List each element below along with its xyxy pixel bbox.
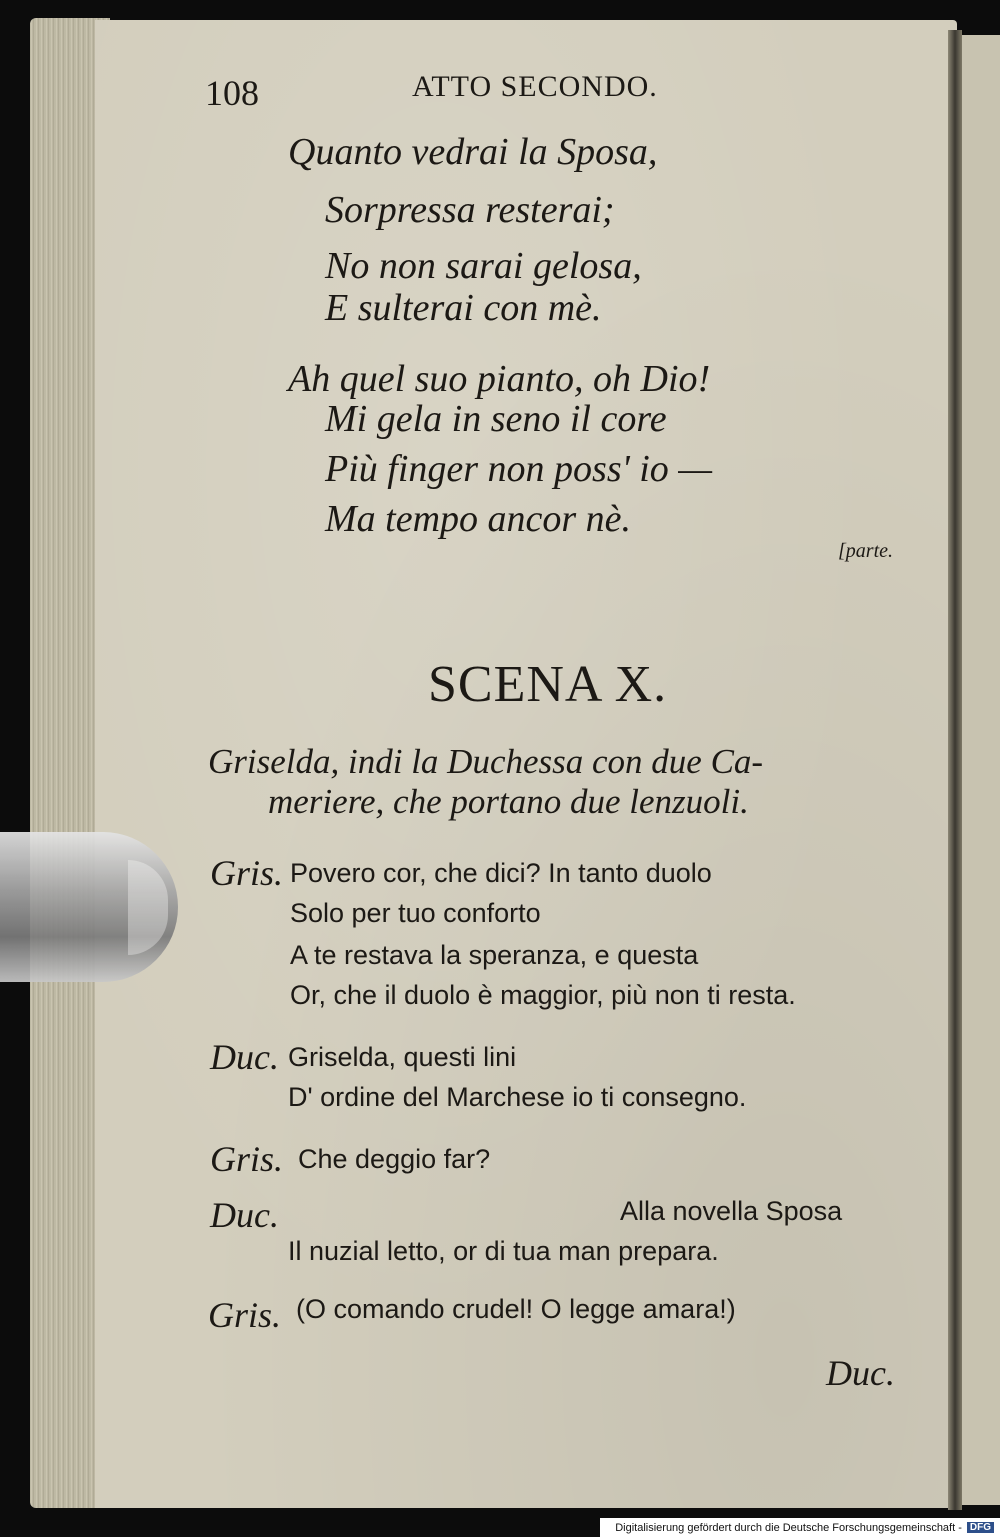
aria-line: Più finger non poss' io — bbox=[325, 448, 713, 490]
book-gutter bbox=[948, 30, 962, 1510]
running-title: ATTO SECONDO. bbox=[412, 70, 658, 103]
dialogue-line: (O comando crudel! O legge amara!) bbox=[296, 1294, 736, 1324]
catchword: Duc. bbox=[826, 1353, 895, 1393]
dialogue-line: A te restava la speranza, e questa bbox=[290, 940, 699, 970]
dialogue-line: D' ordine del Marchese io ti consegno. bbox=[288, 1082, 747, 1112]
dfg-logo: DFG bbox=[967, 1522, 994, 1533]
aria-line: Sorpressa resterai; bbox=[325, 189, 615, 231]
speaker-label: Gris. bbox=[210, 1139, 284, 1179]
exit-note: [parte. bbox=[838, 540, 893, 562]
aria-line: Ah quel suo pianto, oh Dio! bbox=[288, 358, 711, 400]
speaker-label: Gris. bbox=[210, 853, 284, 893]
stage-direction: Griselda, indi la Duchessa con due Ca- bbox=[208, 742, 764, 781]
aria-line: Ma tempo ancor nè. bbox=[325, 498, 632, 540]
page-holder-clip bbox=[0, 832, 178, 982]
aria-line: Quanto vedrai la Sposa, bbox=[288, 131, 658, 173]
dialogue-line: Il nuzial letto, or di tua man prepara. bbox=[288, 1236, 719, 1266]
scene-title: SCENA X. bbox=[428, 656, 668, 713]
page-number: 108 bbox=[205, 73, 259, 113]
dialogue-line: Solo per tuo conforto bbox=[290, 898, 541, 928]
dialogue-line: Or, che il duolo è maggior, più non ti resta. bbox=[290, 980, 796, 1010]
digitization-footer bbox=[600, 1518, 1000, 1537]
aria-line: Mi gela in seno il core bbox=[325, 398, 667, 440]
dialogue-line: Griselda, questi lini bbox=[288, 1042, 517, 1072]
aria-line: No non sarai gelosa, bbox=[325, 245, 642, 287]
facing-page bbox=[958, 35, 1000, 1505]
aria-line: E sulterai con mè. bbox=[325, 287, 602, 329]
stage-direction: meriere, che portano due lenzuoli. bbox=[268, 782, 749, 821]
speaker-label: Duc. bbox=[210, 1037, 279, 1077]
dialogue-line: Che deggio far? bbox=[298, 1144, 491, 1174]
dialogue-line: Povero cor, che dici? In tanto duolo bbox=[290, 858, 712, 888]
speaker-label: Duc. bbox=[210, 1195, 279, 1235]
dialogue-line: Alla novella Sposa bbox=[620, 1196, 843, 1226]
speaker-label: Gris. bbox=[208, 1295, 282, 1335]
footer-text: Digitalisierung gefördert durch die Deutsche Forschungsgemeinschaft - bbox=[615, 1521, 962, 1534]
